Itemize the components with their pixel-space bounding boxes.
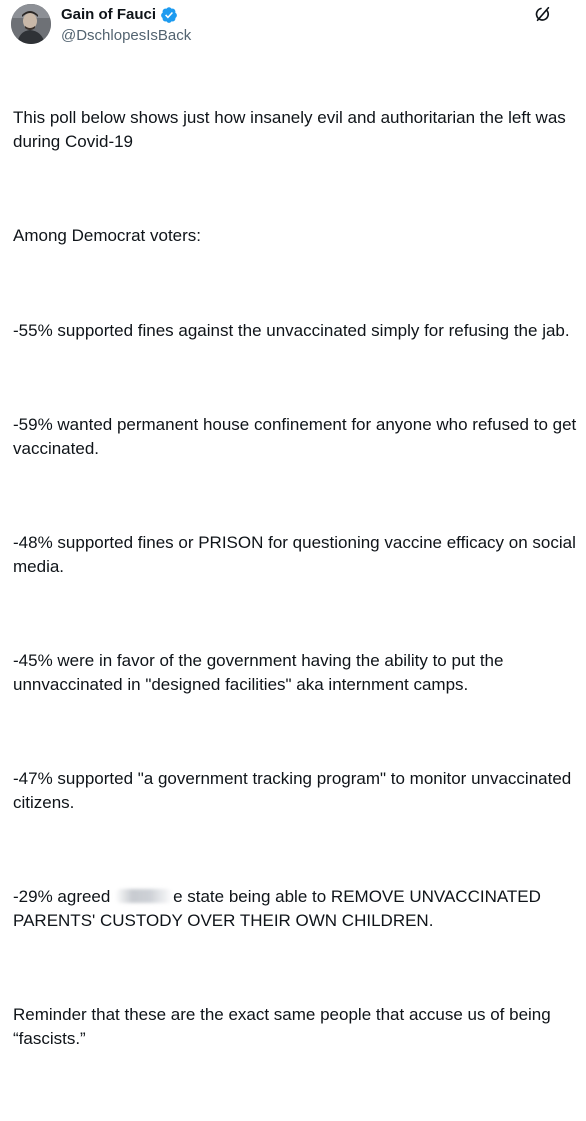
profile-photo-icon	[11, 4, 51, 44]
tweet-paragraph: -55% supported fines against the unvaccinated simply for refusing the jab.	[13, 320, 570, 340]
text-after-redaction: e state being able to REMOVE UNVACCINATED PARENTS' CUSTODY OVER THEIR OWN CHILDREN.	[13, 887, 546, 930]
avatar[interactable]	[11, 4, 51, 44]
tweet-text	[13, 59, 581, 1121]
tweet-paragraph: This poll below shows just how insanely evil and authoritarian the left was during Covid-19	[13, 108, 571, 151]
tweet-paragraph-closing: Reminder that these are the exact same people that accuse us of being “fascists.”	[13, 1005, 556, 1048]
tweet-paragraph: -59% wanted permanent house confinement for anyone who refused to get vaccinated.	[13, 415, 581, 458]
display-name[interactable]: Gain of Fauci	[61, 6, 157, 23]
name-row	[61, 5, 561, 25]
redaction-blur	[115, 889, 173, 903]
user-handle[interactable]: @DschlopesIsBack	[61, 27, 192, 44]
verified-badge-icon[interactable]	[160, 6, 178, 24]
tweet-header	[61, 5, 561, 46]
tweet-paragraph-29	[13, 885, 578, 932]
tweet-paragraph: -47% supported "a government tracking program" to monitor unvaccinated citizens.	[13, 769, 576, 812]
tweet-paragraph: -45% were in favor of the government having the ability to put the unnvaccinated in "designed facilities" aka internment camps.	[13, 651, 509, 694]
grok-icon[interactable]	[533, 4, 553, 24]
tweet-paragraph: Among Democrat voters:	[13, 226, 202, 245]
text-before-redaction: -29% agreed	[13, 887, 116, 906]
tweet-paragraph: -48% supported fines or PRISON for questioning vaccine efficacy on social media.	[13, 533, 581, 576]
